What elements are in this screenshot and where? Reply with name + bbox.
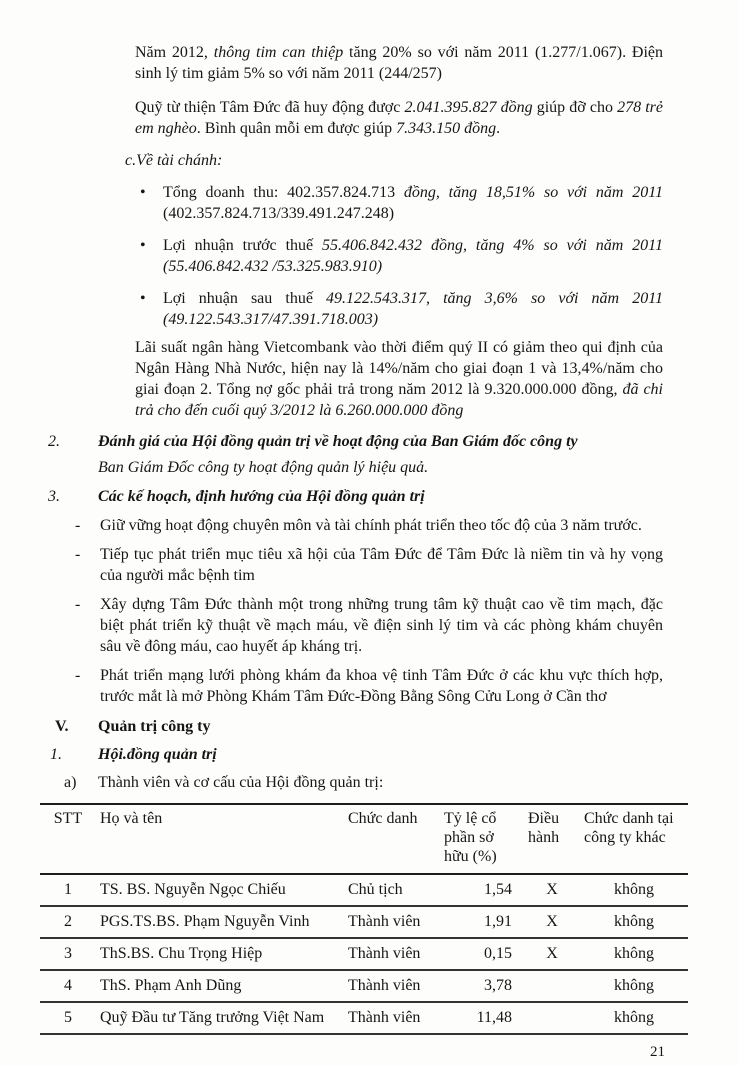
- section-title: Đánh giá của Hội đồng quản trị về hoạt động của Ban Giám đốc công ty: [98, 433, 578, 450]
- finance-bullet-list: [0, 182, 739, 330]
- column-header-share-ratio: Tỷ lệ cổ phần sở hữu (%): [440, 804, 524, 874]
- section-heading-2: [48, 431, 663, 452]
- column-header-name: Họ và tên: [96, 804, 344, 874]
- table-header-row: [40, 804, 688, 874]
- text-run: Lợi nhuận sau thuế: [163, 290, 327, 307]
- list-item-text: Phát triển mạng lưới phòng khám đa khoa vệ tinh Tâm Đức ở các khu vực thích hợp, trước mắt là mở Phòng Khám Tâm Đức-Đồng Bằng Sông Cửu Long ở Cần thơ: [100, 667, 663, 705]
- text-run-italic: đã chi trả cho đến cuối quý 3/2012 là 6.260.000.000 đồng: [135, 381, 664, 419]
- dash-icon: -: [75, 517, 81, 534]
- column-header-executive: Điều hành: [524, 804, 580, 874]
- text-run-italic: 49.122.543.317, tăng 3,6% so với năm 2011 (49.122.543.317/47.391.718.003): [163, 290, 664, 328]
- text-run-italic: 55.406.842.432 đồng, tăng 4% so với năm 2011 (55.406.842.432 /53.325.983.910): [163, 237, 663, 275]
- cell-position: Thành viên: [344, 970, 440, 1002]
- section-text: Thành viên và cơ cấu của Hội đồng quản trị:: [98, 774, 384, 791]
- text-run: giúp đỡ cho: [532, 99, 618, 116]
- section-2-body: Ban Giám Đốc công ty hoạt động quản lý hiệu quả.: [98, 459, 429, 476]
- section-number: 1.: [50, 746, 62, 763]
- list-item-text: [163, 288, 663, 330]
- section-title: Quản trị công ty: [98, 718, 211, 735]
- cell-share-ratio: 1,91: [440, 906, 524, 938]
- cell-executive: X: [524, 874, 580, 906]
- section-title: Hội.đồng quản trị: [98, 746, 217, 763]
- paragraph-vietcombank: [135, 337, 663, 421]
- section-number: 2.: [48, 433, 60, 450]
- text-run: tăng 20% so với năm 2011 (1.277/1.067). Điện sinh lý tim giảm 5% so với năm 2011 (244/257): [135, 44, 664, 82]
- list-item-plan: [75, 594, 663, 657]
- text-run-italic: 7.343.150 đồng: [396, 120, 497, 137]
- cell-stt: 4: [40, 970, 96, 1002]
- cell-share-ratio: 3,78: [440, 970, 524, 1002]
- table-row: [40, 874, 688, 906]
- text-run-italic: 278 trẻ em nghèo: [135, 99, 663, 137]
- bullet-icon: •: [140, 237, 146, 254]
- table-row: [40, 906, 688, 938]
- cell-stt: 1: [40, 874, 96, 906]
- list-item-text: [163, 182, 663, 224]
- text-run: Quỹ từ thiện Tâm Đức đã huy động được: [135, 99, 405, 116]
- dash-icon: -: [75, 667, 81, 684]
- list-item-plan: [75, 515, 663, 536]
- text-run: .: [496, 120, 501, 137]
- cell-position: Chủ tịch: [344, 874, 440, 906]
- table-header: [40, 804, 688, 874]
- cell-name: Quỹ Đầu tư Tăng trưởng Việt Nam: [96, 1002, 344, 1034]
- dash-icon: -: [75, 546, 81, 563]
- cell-share-ratio: 11,48: [440, 1002, 524, 1034]
- section-heading-3: [48, 486, 663, 507]
- text-run: Tổng doanh thu: 402.357.824.713: [163, 184, 404, 201]
- section-number: V.: [55, 718, 69, 735]
- list-item-text: Tiếp tục phát triển mục tiêu xã hội của Tâm Đức để Tâm Đức là niềm tin và hy vọng của người mắc bệnh tim: [100, 546, 663, 584]
- text-run: Năm 2012,: [135, 44, 214, 61]
- page-number: 21: [650, 1044, 665, 1060]
- text-run: (402.357.824.713/339.491.247.248): [163, 205, 395, 222]
- text-run-italic: 2.041.395.827 đồng: [404, 99, 533, 116]
- section-item-a: [64, 772, 663, 793]
- list-item-plan: [75, 544, 663, 586]
- list-item-profit-after-tax: [140, 288, 663, 330]
- list-item-text: [163, 235, 663, 277]
- cell-name: PGS.TS.BS. Phạm Nguyễn Vinh: [96, 906, 344, 938]
- cell-name: TS. BS. Nguyễn Ngọc Chiếu: [96, 874, 344, 906]
- cell-other-position: không: [580, 970, 688, 1002]
- table-row: [40, 970, 688, 1002]
- section-heading-1: [50, 744, 663, 765]
- cell-stt: 2: [40, 906, 96, 938]
- cell-stt: 3: [40, 938, 96, 970]
- table-body: [40, 874, 688, 1034]
- subheading-finance: c.Về tài chánh:: [125, 152, 223, 169]
- list-item-text: Giữ vững hoạt động chuyên môn và tài chính phát triển theo tốc độ của 3 năm trước.: [100, 517, 642, 534]
- list-item-revenue: [140, 182, 663, 224]
- section-number: 3.: [48, 488, 60, 505]
- table-row: [40, 1002, 688, 1034]
- cell-position: Thành viên: [344, 906, 440, 938]
- cell-share-ratio: 0,15: [440, 938, 524, 970]
- cell-stt: 5: [40, 1002, 96, 1034]
- dash-icon: -: [75, 596, 81, 613]
- cell-executive: X: [524, 906, 580, 938]
- cell-position: Thành viên: [344, 1002, 440, 1034]
- board-members-table: [40, 803, 688, 1035]
- bullet-icon: •: [140, 290, 146, 307]
- cell-share-ratio: 1,54: [440, 874, 524, 906]
- text-run: Lợi nhuận trước thuế: [163, 237, 323, 254]
- text-run: . Bình quân mỗi em được giúp: [196, 120, 397, 137]
- cell-executive: [524, 970, 580, 1002]
- column-header-position: Chức danh: [344, 804, 440, 874]
- text-run-italic: đồng, tăng 18,51% so với năm 2011: [403, 184, 664, 201]
- cell-executive: X: [524, 938, 580, 970]
- paragraph-charity-fund: [135, 97, 663, 139]
- table-row: [40, 938, 688, 970]
- text-run: Lãi suất ngân hàng Vietcombank vào thời điểm quý II có giảm theo qui định của Ngân Hàng Nhà Nước, hiện nay là 14%/năm cho giai đoạn 1 và 13,4%/năm cho giai đoạn 2. Tổng nợ gốc phải trả trong năm 2012 là 9.320.000.000 đồng,: [135, 339, 663, 398]
- column-header-stt: STT: [40, 804, 96, 874]
- paragraph-year-2012: [135, 42, 663, 84]
- cell-position: Thành viên: [344, 938, 440, 970]
- list-item-profit-before-tax: [140, 235, 663, 277]
- section-heading-v: [55, 716, 663, 737]
- cell-other-position: không: [580, 874, 688, 906]
- plans-dash-list: [0, 515, 739, 707]
- cell-other-position: không: [580, 1002, 688, 1034]
- section-number: a): [64, 774, 77, 791]
- cell-executive: [524, 1002, 580, 1034]
- list-item-text: Xây dựng Tâm Đức thành một trong những trung tâm kỹ thuật cao về tim mạch, đặc biệt phát triển kỹ thuật về mạch máu, về điện sinh lý tim và các phòng khám chuyên sâu về đông máu, cao huyết áp kháng trị.: [100, 596, 663, 655]
- list-item-plan: [75, 665, 663, 707]
- bullet-icon: •: [140, 184, 146, 201]
- cell-name: ThS.BS. Chu Trọng Hiệp: [96, 938, 344, 970]
- cell-other-position: không: [580, 938, 688, 970]
- text-run-italic: thông tim can thiệp: [213, 44, 344, 61]
- section-title: Các kế hoạch, định hướng của Hội đồng quản trị: [98, 488, 425, 505]
- cell-name: ThS. Phạm Anh Dũng: [96, 970, 344, 1002]
- column-header-other-position: Chức danh tại công ty khác: [580, 804, 688, 874]
- cell-other-position: không: [580, 906, 688, 938]
